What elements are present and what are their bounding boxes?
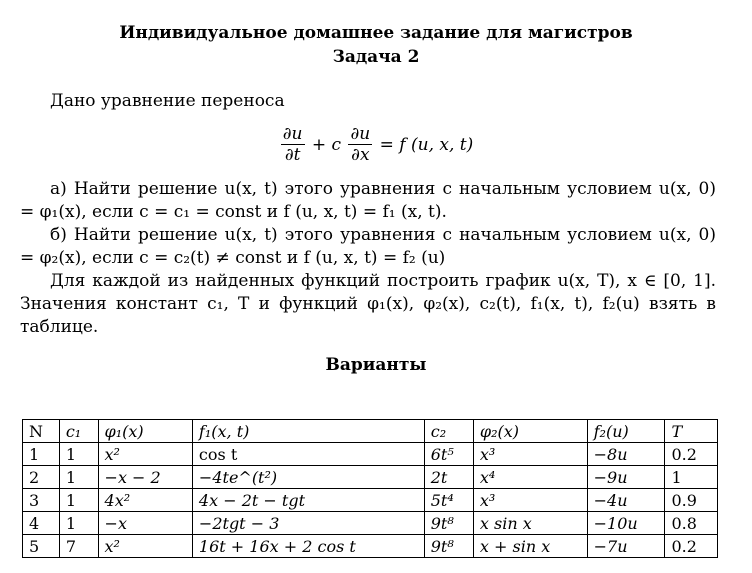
table-cell: x³ — [473, 443, 587, 466]
header-cell: c₁ — [59, 420, 98, 443]
table-row — [23, 443, 718, 466]
table-cell: 5t⁴ — [424, 489, 473, 512]
part-a-text: а) Найти решение u(x, t) этого уравнения с начальным условием u(x, 0) = φ₁(x), если c = c₁ = const и f (u, x, t) = f₁ (x, t). — [20, 179, 716, 222]
header-cell: f₁(x, t) — [192, 420, 424, 443]
table-cell: 1 — [59, 466, 98, 489]
table-cell: 1 — [59, 443, 98, 466]
table-cell: 1 — [23, 443, 60, 466]
table-cell: 0.9 — [665, 489, 718, 512]
table-row — [23, 512, 718, 535]
task-title: Задача 2 — [332, 47, 420, 67]
fraction-denominator: ∂x — [351, 145, 370, 165]
fraction-numerator: ∂u — [282, 124, 303, 144]
table-cell: 1 — [665, 466, 718, 489]
table-cell: −9u — [587, 466, 665, 489]
variants-table — [22, 419, 718, 558]
table-cell: −4te^(t²) — [192, 466, 424, 489]
table-cell: 9t⁸ — [424, 512, 473, 535]
document-title: Индивидуальное домашнее задание для магистров — [119, 23, 633, 43]
table-cell: 1 — [59, 489, 98, 512]
variants-heading: Варианты — [325, 355, 427, 375]
table-row — [23, 535, 718, 558]
table-row — [23, 466, 718, 489]
table-cell: 0.2 — [665, 535, 718, 558]
table-cell: 1 — [59, 512, 98, 535]
header-cell: φ₂(x) — [473, 420, 587, 443]
table-cell: 7 — [59, 535, 98, 558]
table-cell: −4u — [587, 489, 665, 512]
table-cell: x⁴ — [473, 466, 587, 489]
header-cell: f₂(u) — [587, 420, 665, 443]
table-cell: 4 — [23, 512, 60, 535]
table-cell: 4x² — [98, 489, 192, 512]
table-cell: x + sin x — [473, 535, 587, 558]
table-cell: 6t⁵ — [424, 443, 473, 466]
table-cell: −2tgt − 3 — [192, 512, 424, 535]
table-cell: x² — [98, 535, 192, 558]
table-cell: 2t — [424, 466, 473, 489]
table-cell: 3 — [23, 489, 60, 512]
table-row — [23, 489, 718, 512]
intro-text: Дано уравнение переноса — [50, 91, 285, 111]
table-cell: x³ — [473, 489, 587, 512]
table-header-row — [23, 420, 718, 443]
table-cell: 4x − 2t − tgt — [192, 489, 424, 512]
table-cell: −8u — [587, 443, 665, 466]
fraction-du-dt — [281, 124, 305, 165]
equation-plus-c: + c — [311, 134, 342, 155]
table-cell: 2 — [23, 466, 60, 489]
equation-rhs: = f (u, x, t) — [379, 134, 474, 155]
table-cell: −x — [98, 512, 192, 535]
table-cell: −10u — [587, 512, 665, 535]
header-cell: N — [23, 420, 60, 443]
fraction-denominator: ∂t — [284, 145, 301, 165]
table-cell: 9t⁸ — [424, 535, 473, 558]
table-cell: −x − 2 — [98, 466, 192, 489]
instruction-text: Для каждой из найденных функций построить график u(x, T), x ∈ [0, 1]. Значения констант c₁, T и функций φ₁(x), φ₂(x), c₂(t), f₁(x, t), f₂(u) взять в таблице. — [20, 271, 716, 337]
fraction-numerator: ∂u — [350, 124, 371, 144]
table-cell: −7u — [587, 535, 665, 558]
table-cell: x² — [98, 443, 192, 466]
table-cell: x sin x — [473, 512, 587, 535]
transport-equation — [0, 124, 752, 165]
header-cell: T — [665, 420, 718, 443]
table-cell: 0.2 — [665, 443, 718, 466]
table-cell: 0.8 — [665, 512, 718, 535]
header-cell: c₂ — [424, 420, 473, 443]
fraction-du-dx — [348, 124, 372, 165]
part-b-text: б) Найти решение u(x, t) этого уравнения с начальным условием u(x, 0) = φ₂(x), если c = c₂(t) ≠ const и f (u, x, t) = f₂ (u) — [20, 225, 716, 268]
table-cell: 5 — [23, 535, 60, 558]
table-cell: cos t — [192, 443, 424, 466]
table-cell: 16t + 16x + 2 cos t — [192, 535, 424, 558]
header-cell: φ₁(x) — [98, 420, 192, 443]
